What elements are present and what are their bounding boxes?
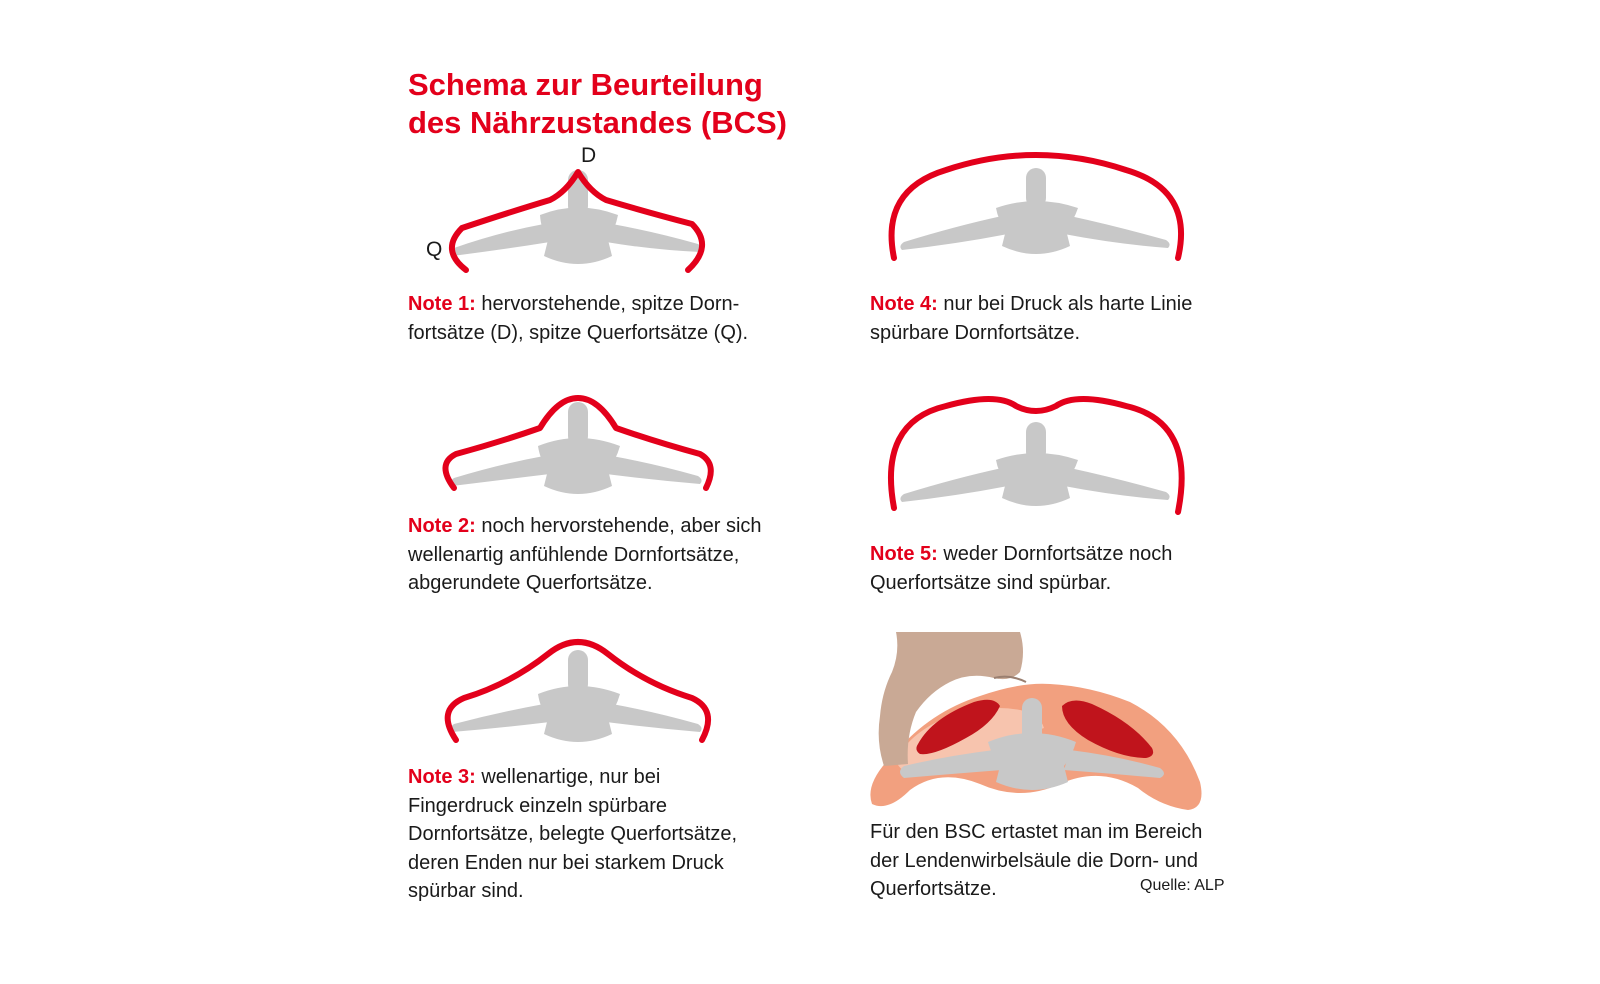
note-1 <box>408 290 788 347</box>
transverse-process-marker: Q <box>426 238 443 261</box>
caption-text: Für den BSC ertastet man im Bereich der Lendenwirbelsäule die Dorn- und Querfortsätze. <box>870 821 1203 900</box>
note-3-text: wellenartige, nur bei Fingerdruck einzeln spürbare Dornfortsätze, belegte Querfortsätze, deren Enden nur bei starkem Druck spürbar sind. <box>408 766 738 902</box>
note-5-label: Note 5: <box>870 543 938 565</box>
note-4-text: nur bei Druck als harte Linie spürbare Dornfortsätze. <box>870 293 1193 344</box>
bcs-5-figure <box>886 386 1196 522</box>
spinous-process-marker: D <box>581 144 597 167</box>
note-4-label: Note 4: <box>870 293 938 315</box>
vertebra-shape <box>450 650 701 742</box>
note-1-text: hervorstehende, spitze Dorn- fortsätze (D), spitze Querfortsätze (Q). <box>408 293 749 344</box>
source-credit: Quelle: ALP <box>1140 877 1225 894</box>
bcs-2-figure <box>440 388 740 518</box>
note-2-text: noch hervorstehende, aber sich wellenartig anfühlende Dornfortsätze, abgerundete Querfortsätze. <box>408 515 762 594</box>
palpation-figure <box>870 632 1210 822</box>
note-1-label: Note 1: <box>408 293 476 315</box>
vertebra-shape <box>450 402 701 494</box>
note-2 <box>408 512 788 598</box>
note-3-label: Note 3: <box>408 766 476 788</box>
note-3 <box>408 763 788 906</box>
note-5 <box>870 540 1250 597</box>
note-2-label: Note 2: <box>408 515 476 537</box>
title-line-1: Schema zur Beurteilung <box>408 67 763 102</box>
vertebra-shape <box>900 168 1169 254</box>
note-5-text: weder Dornfortsätze noch Querfortsätze sind spürbar. <box>870 543 1173 594</box>
bcs-3-figure <box>440 638 740 768</box>
fingertip-detail <box>994 677 1026 682</box>
title-line-2: des Nährzustandes (BCS) <box>408 105 787 140</box>
vertebra-shape <box>900 422 1169 506</box>
diagram-title <box>408 66 787 142</box>
note-4 <box>870 290 1250 347</box>
bcs-1-figure <box>440 160 740 290</box>
bcs-4-figure <box>886 150 1196 270</box>
